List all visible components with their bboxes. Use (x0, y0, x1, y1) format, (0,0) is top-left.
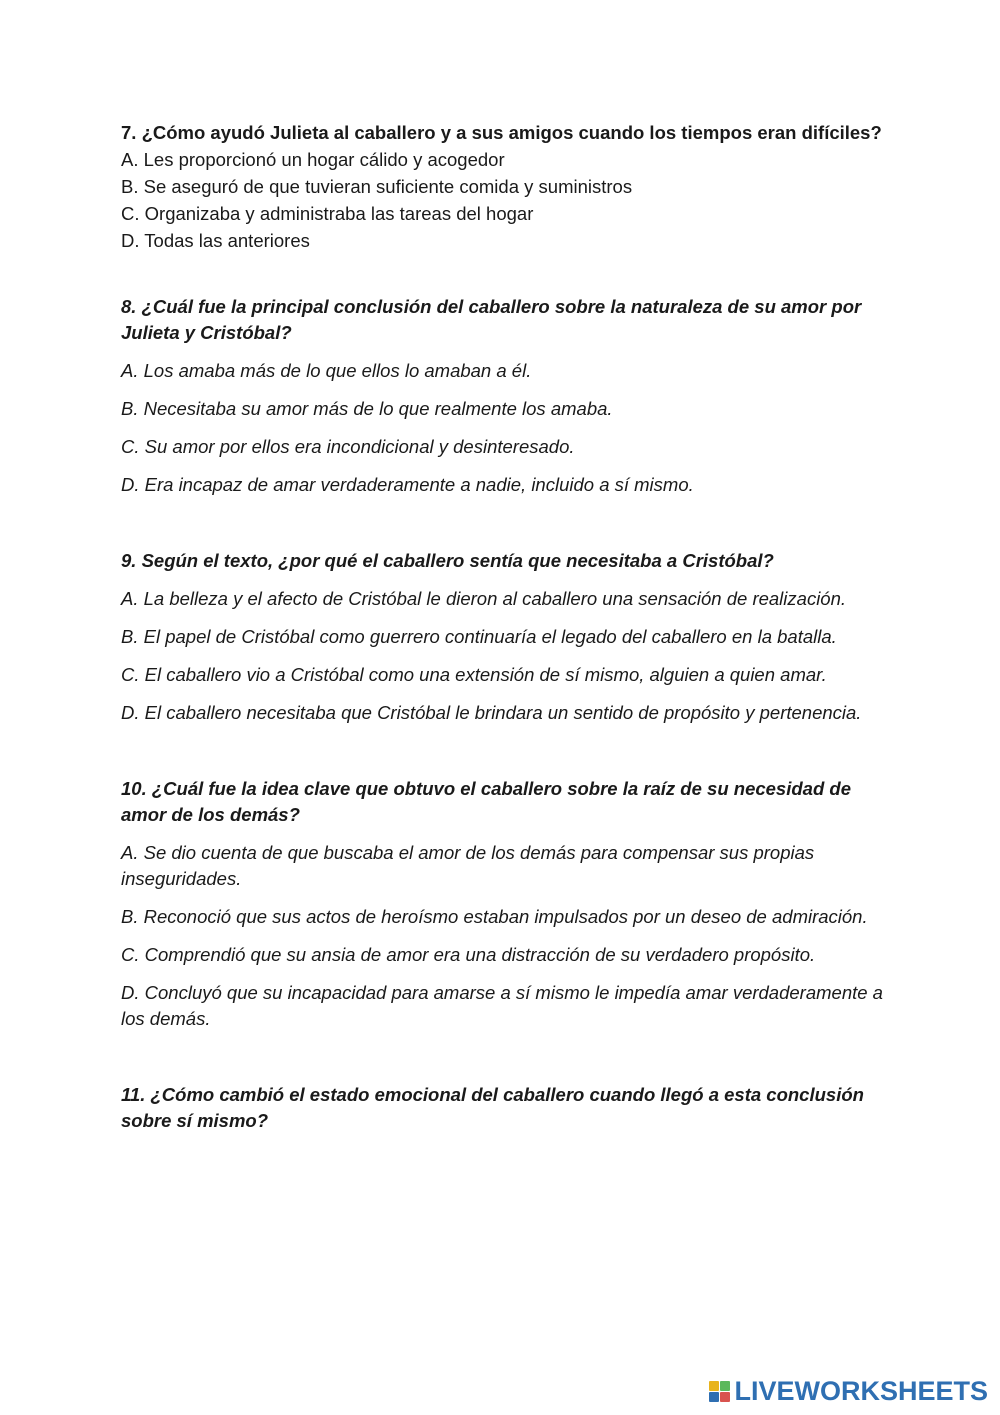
question-7 (121, 120, 891, 254)
question-7-option-c: C. Organizaba y administraba las tareas del hogar (121, 203, 534, 224)
liveworksheets-logo-icon (709, 1381, 730, 1402)
question-11-title: 11. ¿Cómo cambió el estado emocional del caballero cuando llegó a esta conclusión sobre sí mismo? (121, 1084, 864, 1131)
logo-text: LIVEWORKSHEETS (734, 1376, 988, 1406)
question-8-option-a: A. Los amaba más de lo que ellos lo amaban a él. (121, 360, 532, 381)
question-9-option-b: B. El papel de Cristóbal como guerrero continuaría el legado del caballero en la batalla. (121, 626, 837, 647)
question-7-title: 7. ¿Cómo ayudó Julieta al caballero y a sus amigos cuando los tiempos eran difíciles? (121, 122, 882, 143)
question-7-option-d: D. Todas las anteriores (121, 230, 310, 251)
logo-square-3 (709, 1392, 719, 1402)
question-9-option-a: A. La belleza y el afecto de Cristóbal le dieron al caballero una sensación de realización. (121, 588, 847, 609)
logo-square-4 (720, 1392, 730, 1402)
question-7-option-b: B. Se aseguró de que tuvieran suficiente comida y suministros (121, 176, 633, 197)
logo-square-2 (720, 1381, 730, 1391)
worksheet-page (121, 120, 891, 1134)
question-10-option-d: D. Concluyó que su incapacidad para amarse a sí mismo le impedía amar verdaderamente a los demás. (121, 982, 883, 1029)
question-10-option-b: B. Reconoció que sus actos de heroísmo estaban impulsados por un deseo de admiración. (121, 906, 868, 927)
question-8-option-d: D. Era incapaz de amar verdaderamente a nadie, incluido a sí mismo. (121, 474, 694, 495)
question-8-title: 8. ¿Cuál fue la principal conclusión del caballero sobre la naturaleza de su amor por Julieta y Cristóbal? (121, 296, 862, 343)
logo-square-1 (709, 1381, 719, 1391)
question-10-title: 10. ¿Cuál fue la idea clave que obtuvo el caballero sobre la raíz de su necesidad de amor de los demás? (121, 778, 851, 825)
question-10 (121, 776, 891, 1032)
question-9-title: 9. Según el texto, ¿por qué el caballero sentía que necesitaba a Cristóbal? (121, 550, 774, 571)
liveworksheets-logo[interactable] (709, 1376, 988, 1407)
question-9-option-c: C. El caballero vio a Cristóbal como una extensión de sí mismo, alguien a quien amar. (121, 664, 827, 685)
question-10-option-a: A. Se dio cuenta de que buscaba el amor de los demás para compensar sus propias inseguridades. (121, 842, 815, 889)
question-8-option-b: B. Necesitaba su amor más de lo que realmente los amaba. (121, 398, 613, 419)
question-8-option-c: C. Su amor por ellos era incondicional y desinteresado. (121, 436, 575, 457)
question-9-option-d: D. El caballero necesitaba que Cristóbal le brindara un sentido de propósito y pertenencia. (121, 702, 862, 723)
question-11 (121, 1082, 891, 1134)
question-7-option-a: A. Les proporcionó un hogar cálido y acogedor (121, 149, 505, 170)
question-8 (121, 294, 891, 498)
question-10-option-c: C. Comprendió que su ansia de amor era una distracción de su verdadero propósito. (121, 944, 816, 965)
question-9 (121, 548, 891, 726)
